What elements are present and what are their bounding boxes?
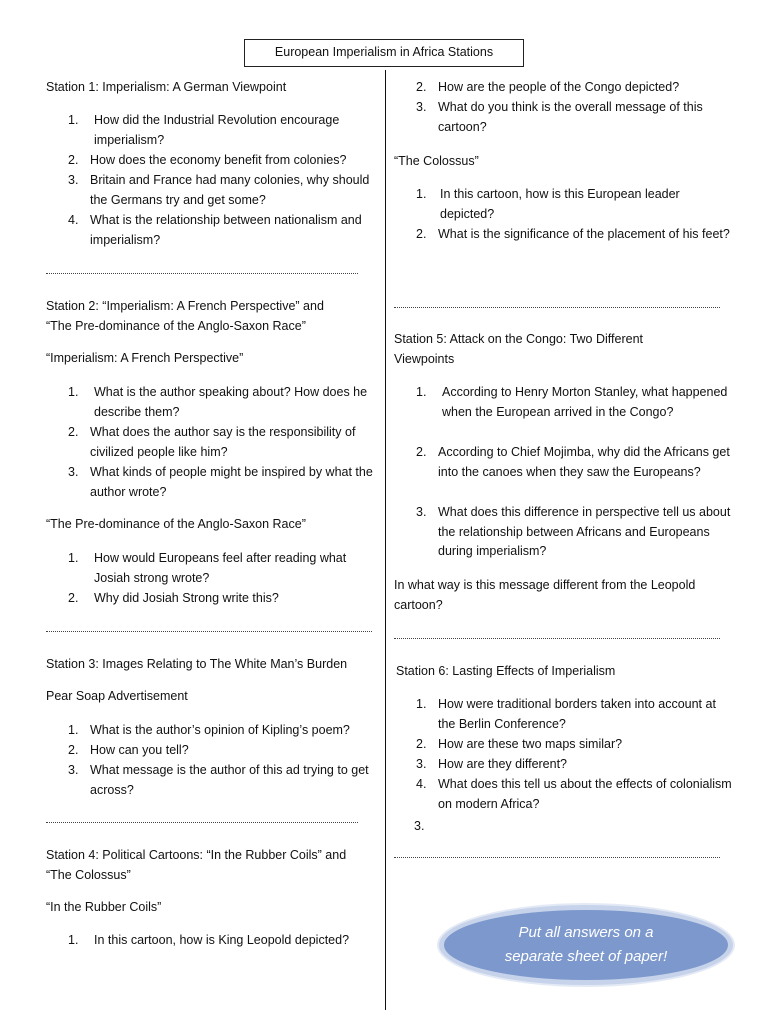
station-5-note: In what way is this message different from the Leopold cartoon? (394, 578, 696, 612)
colossus-subheading: “The Colossus” (394, 154, 479, 168)
station-2-subheading-1: “Imperialism: A French Perspective” (46, 351, 244, 365)
callout-line-1: Put all answers on a (518, 924, 654, 941)
list-item: 1. How did the Industrial Revolution encourage imperialism? (68, 113, 340, 147)
page-title-box (244, 39, 524, 67)
callout-line-2: separate sheet of paper! (504, 948, 668, 965)
page-title: European Imperialism in Africa Stations (274, 45, 494, 60)
station-4-heading-line2: “The Colossus” (46, 868, 131, 882)
station-3-subheading: Pear Soap Advertisement (46, 689, 188, 703)
station-4-heading-line1: Station 4: Political Cartoons: “In the Rubber Coils” and (46, 848, 347, 862)
section-separator (394, 857, 720, 858)
station-5-heading-line2: Viewpoints (394, 352, 455, 366)
station-2-subheading-2: “The Pre-dominance of the Anglo-Saxon Race” (46, 517, 306, 531)
station-1-heading: Station 1: Imperialism: A German Viewpoint (46, 80, 287, 94)
section-separator (46, 631, 372, 632)
column-divider (385, 70, 386, 1010)
station-6-heading: Station 6: Lasting Effects of Imperialism (396, 664, 616, 678)
answer-instructions-callout (439, 905, 733, 985)
station-3-heading: Station 3: Images Relating to The White Man’s Burden (46, 657, 348, 671)
section-separator (394, 638, 720, 639)
section-separator (46, 273, 358, 274)
section-separator (46, 822, 358, 823)
station-2-heading-line1: Station 2: “Imperialism: A French Perspective” and (46, 299, 324, 313)
section-separator (394, 307, 720, 308)
station-5-heading-line1: Station 5: Attack on the Congo: Two Different (394, 332, 643, 346)
station-2-heading-line2: “The Pre-dominance of the Anglo-Saxon Race” (46, 319, 306, 333)
station-4-subheading: “In the Rubber Coils” (46, 900, 162, 914)
